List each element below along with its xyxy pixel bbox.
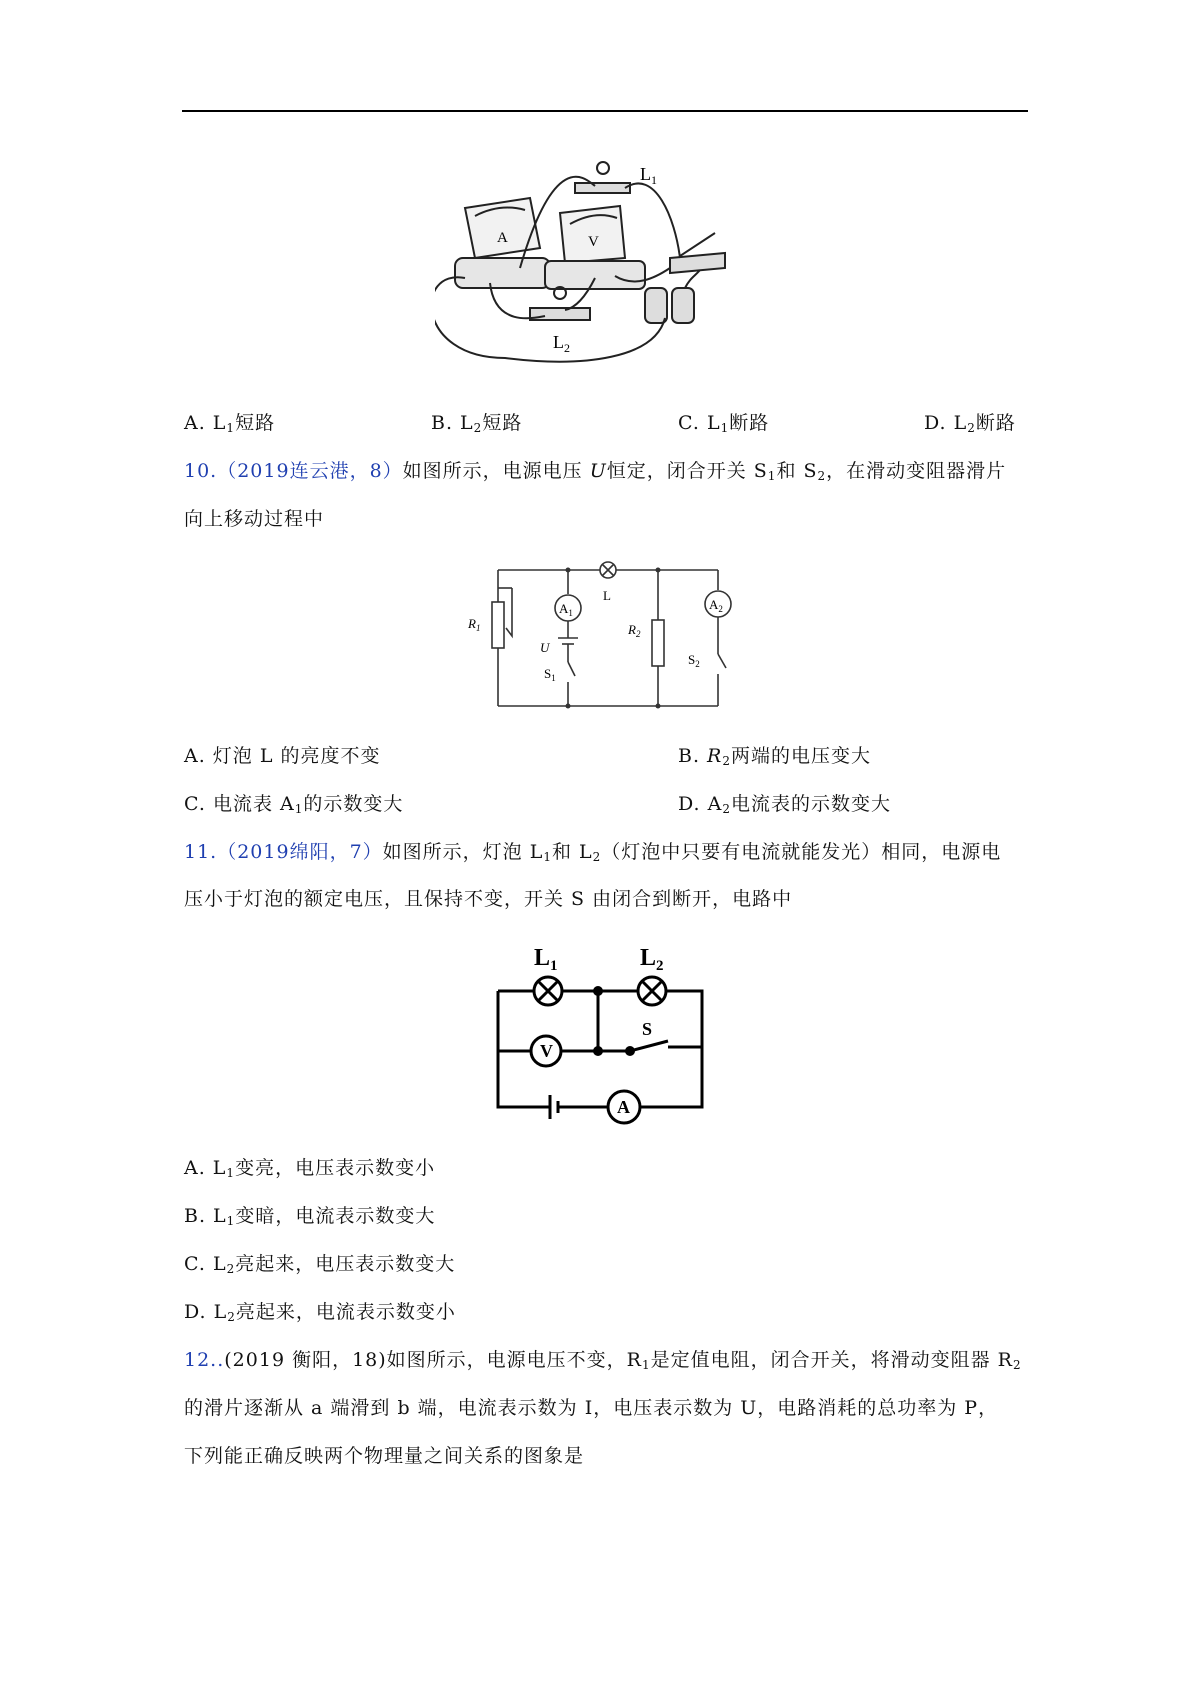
option-text: A. L	[184, 1157, 227, 1179]
q11-option-b[interactable]	[184, 1203, 435, 1229]
q11-stem-line1	[184, 839, 1001, 865]
q9-option-a[interactable]	[184, 410, 275, 436]
option-subscript: 1	[226, 421, 236, 435]
option-subscript: 1	[294, 802, 304, 816]
option-subscript: 1	[720, 421, 730, 435]
option-text: 亮起来，电流表示数变小	[235, 1301, 456, 1323]
s1-label: $S_1$	[544, 666, 556, 683]
r2-label: $R_2$	[628, 622, 641, 639]
figure-physical-circuit	[435, 158, 770, 388]
option-text: 变亮，电压表示数变小	[235, 1157, 436, 1179]
option-text: D. A	[678, 793, 723, 815]
l2-label: $L_2$	[553, 332, 570, 355]
option-text: 亮起来，电压表示数变大	[235, 1253, 456, 1275]
q9-option-d[interactable]	[924, 410, 1016, 436]
option-text: B. L	[431, 412, 474, 434]
option-text: B. L	[184, 1205, 227, 1227]
stem-subscript: 1	[641, 1358, 651, 1372]
q12-stem-line2: 的滑片逐渐从 a 端滑到 b 端，电流表示数为 I，电压表示数为 U，电路消耗的总功率为 P，	[184, 1397, 999, 1419]
stem-subscript: 2	[817, 469, 827, 483]
stem-symbol: U	[589, 460, 607, 482]
figure-q11-circuit	[490, 935, 715, 1135]
stem-text: ，在滑动变阻器滑片	[826, 460, 1007, 482]
option-text: B.	[678, 745, 708, 767]
option-subscript: 2	[227, 1310, 236, 1324]
stem-text: 和 S	[776, 460, 818, 482]
option-text: 变暗，电流表示数变大	[235, 1205, 436, 1227]
q9-option-c[interactable]	[678, 410, 769, 436]
stem-subscript: 2	[1012, 1358, 1022, 1372]
option-subscript: 2	[967, 421, 976, 435]
voltmeter-label: V	[588, 234, 599, 250]
option-text: 的示数变大	[303, 793, 404, 815]
q11-stem-line2: 压小于灯泡的额定电压，且保持不变，开关 S 由闭合到断开，电路中	[184, 888, 793, 910]
option-text: C. L	[678, 412, 721, 434]
stem-text: 恒定，闭合开关 S	[606, 460, 768, 482]
option-subscript: 2	[722, 802, 731, 816]
option-subscript: 2	[722, 754, 731, 768]
option-text: 两端的电压变大	[731, 745, 872, 767]
l2-label: $L_2$	[640, 945, 664, 974]
l1-label: $L_1$	[534, 945, 558, 974]
option-text: A. L	[184, 412, 227, 434]
option-text: D. L	[184, 1301, 228, 1323]
q12-stem-line1	[184, 1347, 1022, 1373]
u-label: U	[540, 640, 550, 655]
option-text: 电流表的示数变大	[731, 793, 892, 815]
q11-option-a[interactable]	[184, 1155, 435, 1181]
a1-label: $A_1$	[559, 601, 573, 618]
a2-label: $A_2$	[709, 597, 723, 614]
q12-source: 12..	[184, 1349, 225, 1371]
header-rule	[182, 110, 1028, 112]
r1-label: $R_1$	[468, 616, 481, 633]
q10-option-a[interactable]: A. 灯泡 L 的亮度不变	[184, 745, 381, 767]
q11-source: 11.（2019绵阳，7）	[184, 841, 383, 863]
q10-option-b[interactable]	[678, 743, 871, 769]
option-symbol: R	[707, 745, 723, 767]
q10-stem-line2: 向上移动过程中	[184, 508, 325, 530]
figure-q10-circuit	[460, 558, 740, 713]
option-subscript: 1	[226, 1166, 236, 1180]
lamp-label: L	[603, 588, 611, 603]
stem-text: 和 L	[551, 841, 593, 863]
stem-text: 如图所示，电源电压	[402, 460, 590, 482]
ammeter-label: A	[617, 1097, 630, 1117]
voltmeter-label: V	[540, 1041, 553, 1061]
stem-text: 是定值电阻，闭合开关，将滑动变阻器 R	[650, 1349, 1013, 1371]
q10-stem-line1	[184, 458, 1006, 484]
option-text: C. 电流表 A	[184, 793, 295, 815]
option-text: 短路	[482, 412, 523, 434]
q12-stem-line3: 下列能正确反映两个物理量之间关系的图象是	[184, 1445, 585, 1467]
q10-option-d[interactable]	[678, 791, 891, 817]
q10-source: 10.（2019连云港，8）	[184, 460, 403, 482]
stem-subscript: 1	[543, 850, 552, 864]
q10-option-c[interactable]	[184, 791, 403, 817]
option-text: C. L	[184, 1253, 227, 1275]
option-text: 断路	[975, 412, 1016, 434]
option-text: 短路	[235, 412, 276, 434]
stem-subscript: 1	[767, 469, 777, 483]
option-text: D. L	[924, 412, 968, 434]
option-text: 断路	[729, 412, 770, 434]
stem-subscript: 2	[592, 850, 602, 864]
stem-text: （灯泡中只要有电流就能发光）相同，电源电	[601, 841, 1002, 863]
ammeter-label: A	[497, 230, 508, 246]
option-subscript: 1	[226, 1214, 236, 1228]
stem-text: 如图所示，灯泡 L	[382, 841, 544, 863]
q9-option-b[interactable]	[431, 410, 522, 436]
l1-label: $L_1$	[640, 164, 657, 187]
q11-option-d[interactable]	[184, 1299, 456, 1325]
option-subscript: 2	[473, 421, 483, 435]
switch-label: S	[642, 1019, 653, 1039]
option-subscript: 2	[226, 1262, 236, 1276]
q11-option-c[interactable]	[184, 1251, 455, 1277]
s2-label: $S_2$	[688, 652, 700, 669]
stem-text: (2019 衡阳，18)如图所示，电源电压不变，R	[224, 1349, 642, 1371]
